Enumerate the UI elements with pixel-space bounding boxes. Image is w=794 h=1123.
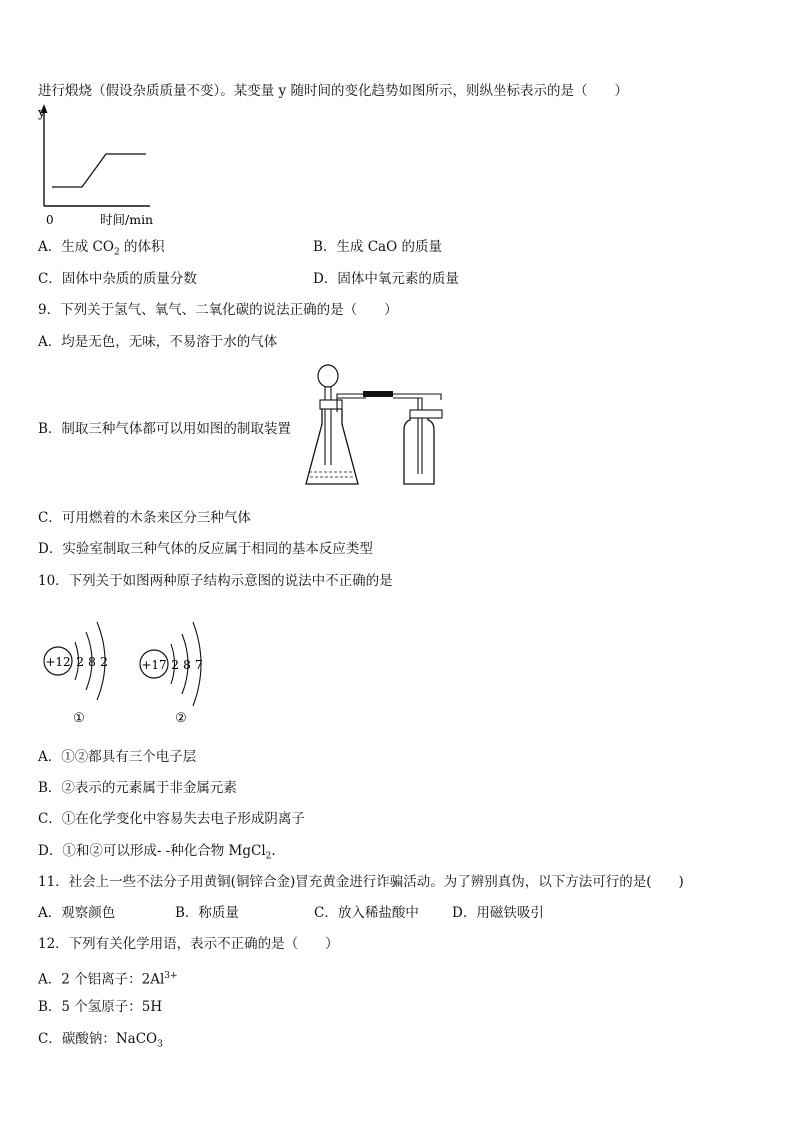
q11-option-d: D．用磁铁吸引 xyxy=(452,905,544,921)
q9-option-a: A．均是无色，无味，不易溶于水的气体 xyxy=(38,334,278,350)
q9-option-c: C．可用燃着的木条来区分三种气体 xyxy=(38,510,251,526)
q8-line-graph xyxy=(30,102,160,230)
q9-option-d: D．实验室制取三种气体的反应属于相同的基本反应类型 xyxy=(38,541,373,557)
nucleus-2-charge: +17 xyxy=(141,658,167,672)
q10-option-a: A．①②都具有三个电子层 xyxy=(38,749,197,765)
gas-collection-bottle xyxy=(404,418,434,484)
atom-2-diagram xyxy=(140,622,203,726)
q10-stem: 10．下列关于如图两种原子结构示意图的说法中不正确的是 xyxy=(38,573,393,589)
q12-option-b: B．5 个氢原子：5H xyxy=(38,999,163,1015)
q11-option-b: B．称质量 xyxy=(175,905,239,921)
origin-label: 0 xyxy=(46,213,54,227)
flask-stopper xyxy=(320,400,342,409)
nucleus-1-charge: +12 xyxy=(45,655,71,669)
q8-option-c: C．固体中杂质的质量分数 xyxy=(38,271,197,287)
q11-stem: 11．社会上一些不法分子用黄铜(铜锌合金)冒充黄金进行诈骗活动。为了辨别真伪，以下方法可行的是( ) xyxy=(38,874,684,890)
q12-stem: 12．下列有关化学用语，表示不正确的是（ ） xyxy=(38,936,339,952)
q10-option-d: D．①和②可以形成- -种化合物 MgCl$_2$. xyxy=(38,843,276,862)
bottle-stopper xyxy=(410,410,442,418)
funnel-bulb xyxy=(318,365,338,387)
atom-1-label: ① xyxy=(73,711,85,726)
conical-flask xyxy=(306,409,358,484)
trend-line xyxy=(52,154,146,187)
x-axis-label: 时间/min xyxy=(100,212,154,227)
y-axis-label: y xyxy=(38,106,46,121)
atom-1-diagram xyxy=(44,622,108,726)
atom-2-electron-config: 2 8 7 xyxy=(171,657,203,672)
q10-option-c: C．①在化学变化中容易失去电子形成阴离子 xyxy=(38,811,305,827)
q11-option-c: C．放入稀盐酸中 xyxy=(314,905,419,921)
q9-option-b: B．制取三种气体都可以用如图的制取装置 xyxy=(38,421,291,437)
atom-2-label: ② xyxy=(175,711,187,726)
q8-option-a: A．生成 $CO_2$ 的体积 xyxy=(38,239,165,258)
gas-generation-apparatus xyxy=(300,360,452,490)
q8-stem: 进行煅烧（假设杂质质量不变）。某变量 y 随时间的变化趋势如图所示，则纵坐标表示的是（ ） xyxy=(38,83,628,99)
q12-option-c: C．碳酸钠：NaCO$_3$ xyxy=(38,1031,163,1050)
q8-option-b: B．生成 CaO 的质量 xyxy=(313,239,442,255)
q8-option-d: D．固体中氧元素的质量 xyxy=(313,271,459,287)
q12-option-a: A．2 个铝离子：$2Al^{3+}$ xyxy=(38,971,178,988)
q11-option-a: A．观察颜色 xyxy=(38,905,116,921)
atomic-structure-diagrams xyxy=(40,612,230,730)
q10-option-b: B．②表示的元素属于非金属元素 xyxy=(38,780,237,796)
rubber-connector xyxy=(363,391,393,397)
q9-stem: 9．下列关于氢气、氧气、二氧化碳的说法正确的是（ ） xyxy=(38,302,398,318)
atom-1-electron-config: 2 8 2 xyxy=(76,654,108,669)
